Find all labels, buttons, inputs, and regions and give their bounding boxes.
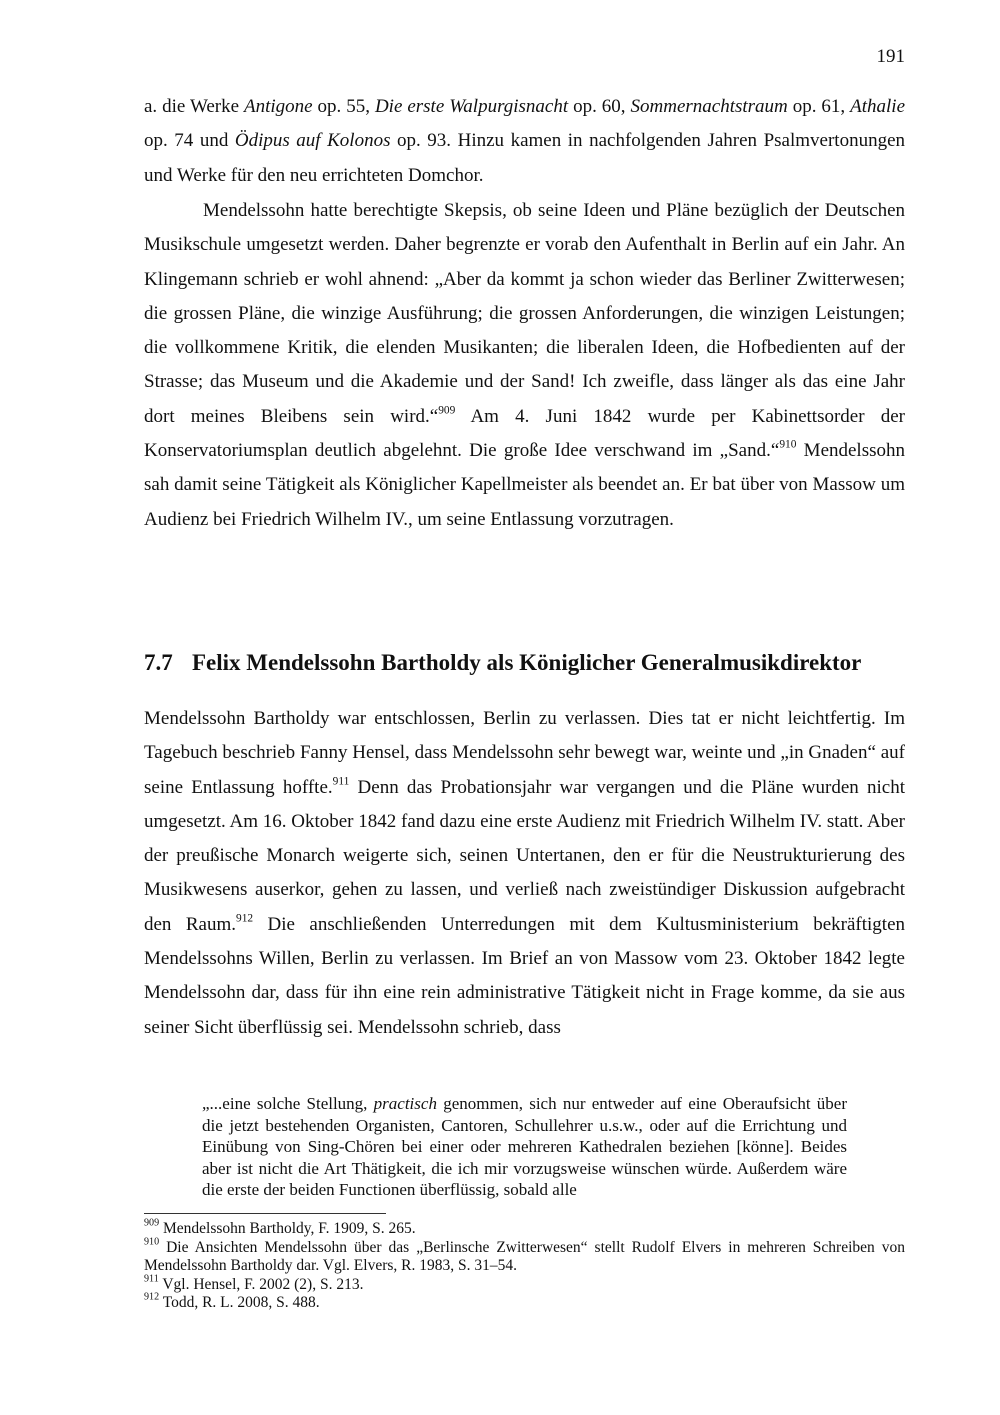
- emphasis: practisch: [373, 1094, 437, 1113]
- footnote-ref: 911: [332, 775, 350, 788]
- text-run: „...eine solche Stellung,: [202, 1094, 374, 1113]
- text-run: op. 74 und: [144, 130, 235, 152]
- text-run: op. 55,: [312, 96, 375, 117]
- work-title: Die erste Walpurgisnacht: [374, 96, 569, 117]
- text-run: Am 4. Juni 1842 wurde per Kabinettsorder der Konservatoriumsplan deutlich abgelehnt. Die große Idee verschwand im „Sand.“: [144, 405, 905, 462]
- body-paragraph-3: [144, 702, 905, 1045]
- page-number: 191: [876, 46, 905, 67]
- text-run: op. 93. Hinzu kamen in nachfolgenden Jahren Psalmvertonungen und Werke für den neu errichteten Domchor.: [144, 130, 905, 186]
- body-paragraph-1: [144, 90, 905, 193]
- section-heading: [144, 650, 924, 676]
- footnote-number: 910: [144, 1236, 160, 1248]
- body-paragraph-2: [144, 194, 905, 537]
- work-title: Antigone: [244, 96, 313, 117]
- block-quote: [202, 1093, 847, 1201]
- footnote-912: [144, 1291, 905, 1313]
- footnote-ref: 912: [236, 912, 254, 925]
- section-title: Felix Mendelssohn Bartholdy als Königlicher Generalmusikdirektor: [192, 650, 862, 675]
- text-run: op. 61,: [787, 96, 851, 117]
- section-number: 7.7: [144, 650, 173, 675]
- text-run: Mendelssohn Bartholdy war entschlossen, Berlin zu verlassen. Dies tat er nicht leichtfertig. Im Tagebuch beschrieb Fanny Hensel, dass Mendelssohn sehr bewegt war, weinte und „in Gnaden“ auf seine Entlassung hoffte.: [144, 708, 905, 798]
- footnote-text: Mendelssohn Bartholdy, F. 1909, S. 265.: [159, 1220, 416, 1237]
- text-run: a. die Werke: [144, 96, 244, 117]
- footnotes: [144, 1217, 905, 1313]
- work-title: Athalie: [850, 96, 906, 117]
- text-run: genommen, sich nur entweder auf eine Oberaufsicht über die jetzt bestehenden Organisten, Cantoren, Schullehrer u.s.w., oder auf die Errichtung und Einübung von Sing-Chören bei einer oder mehreren Kathedralen beziehen [könne]. Beides aber ist nicht die Art Thätigkeit, die ich mir vorzugsweise wünschen würde. Außerdem wäre die erste der beiden Functionen überflüssig, sobald alle: [202, 1094, 847, 1200]
- work-title: Sommernachtstraum: [630, 96, 788, 117]
- footnote-909: [144, 1217, 905, 1239]
- footnote-text: Die Ansichten Mendelssohn über das „Berlinsche Zwitterwesen“ stellt Rudolf Elvers in mehreren Schreiben von Mendelssohn Bartholdy dar. Vgl. Elvers, R. 1983, S. 31–54.: [144, 1238, 905, 1275]
- text-run: op. 60,: [568, 96, 631, 117]
- text-run: Mendelssohn sah damit seine Tätigkeit als Königlicher Kapellmeister als beendet an. Er bat über von Massow um Audienz bei Friedrich Wilhelm IV., um seine Entlassung vorzutragen.: [144, 440, 905, 530]
- text-run: Die anschließenden Unterredungen mit dem Kultusministerium bekräftigten Mendelssohns Willen, Berlin zu verlassen. Im Brief an von Massow vom 23. Oktober 1842 legte Mendelssohn dar, dass für ihn eine rein administrative Tätigkeit nicht in Frage komme, da sie aus seiner Sicht überflüssig sei. Mendelssohn schrieb, dass: [144, 913, 906, 1038]
- footnote-910: [144, 1236, 905, 1276]
- footnote-number: 912: [144, 1291, 160, 1303]
- work-title: Ödipus auf Kolonos: [234, 130, 391, 152]
- footnote-ref: 910: [779, 438, 797, 451]
- footnote-text: Vgl. Hensel, F. 2002 (2), S. 213.: [158, 1275, 364, 1293]
- footnote-separator: [144, 1213, 386, 1214]
- text-run: Denn das Probationsjahr war vergangen und die Pläne wurden nicht umgesetzt. Am 16. Oktober 1842 fand dazu eine erste Audienz mit Friedrich Wilhelm IV. statt. Aber der preußische Monarch weigerte sich, seinen Untertanen, den er für die Neustrukturierung des Musikwesens auserkor, gehen zu lassen, und verließ nach zweistündiger Diskussion aufgebracht den Raum.: [144, 776, 906, 935]
- footnote-number: 909: [144, 1217, 160, 1229]
- footnote-text: Todd, R. L. 2008, S. 488.: [159, 1294, 320, 1312]
- footnote-ref: 909: [438, 404, 456, 417]
- footnote-911: [144, 1273, 905, 1295]
- text-run: Mendelssohn hatte berechtigte Skepsis, ob seine Ideen und Pläne bezüglich der Deutschen Musikschule umgesetzt werden. Daher begrenzte er vorab den Aufenthalt in Berlin auf ein Jahr. An Klingemann schrieb er wohl ahnend: „Aber da kommt ja schon wieder das Berliner Zwitterwesen; die grossen Pläne, die winzige Ausführung; die grossen Anforderungen, die winzigen Leistungen; die vollkommene Kritik, die elenden Musikanten; die liberalen Ideen, die Hofbedienten auf der Strasse; das Museum und die Akademie und der Sand! Ich zweifle, dass länger als das eine Jahr dort meines Bleibens sein wird.“: [144, 200, 905, 427]
- footnote-number: 911: [144, 1273, 159, 1285]
